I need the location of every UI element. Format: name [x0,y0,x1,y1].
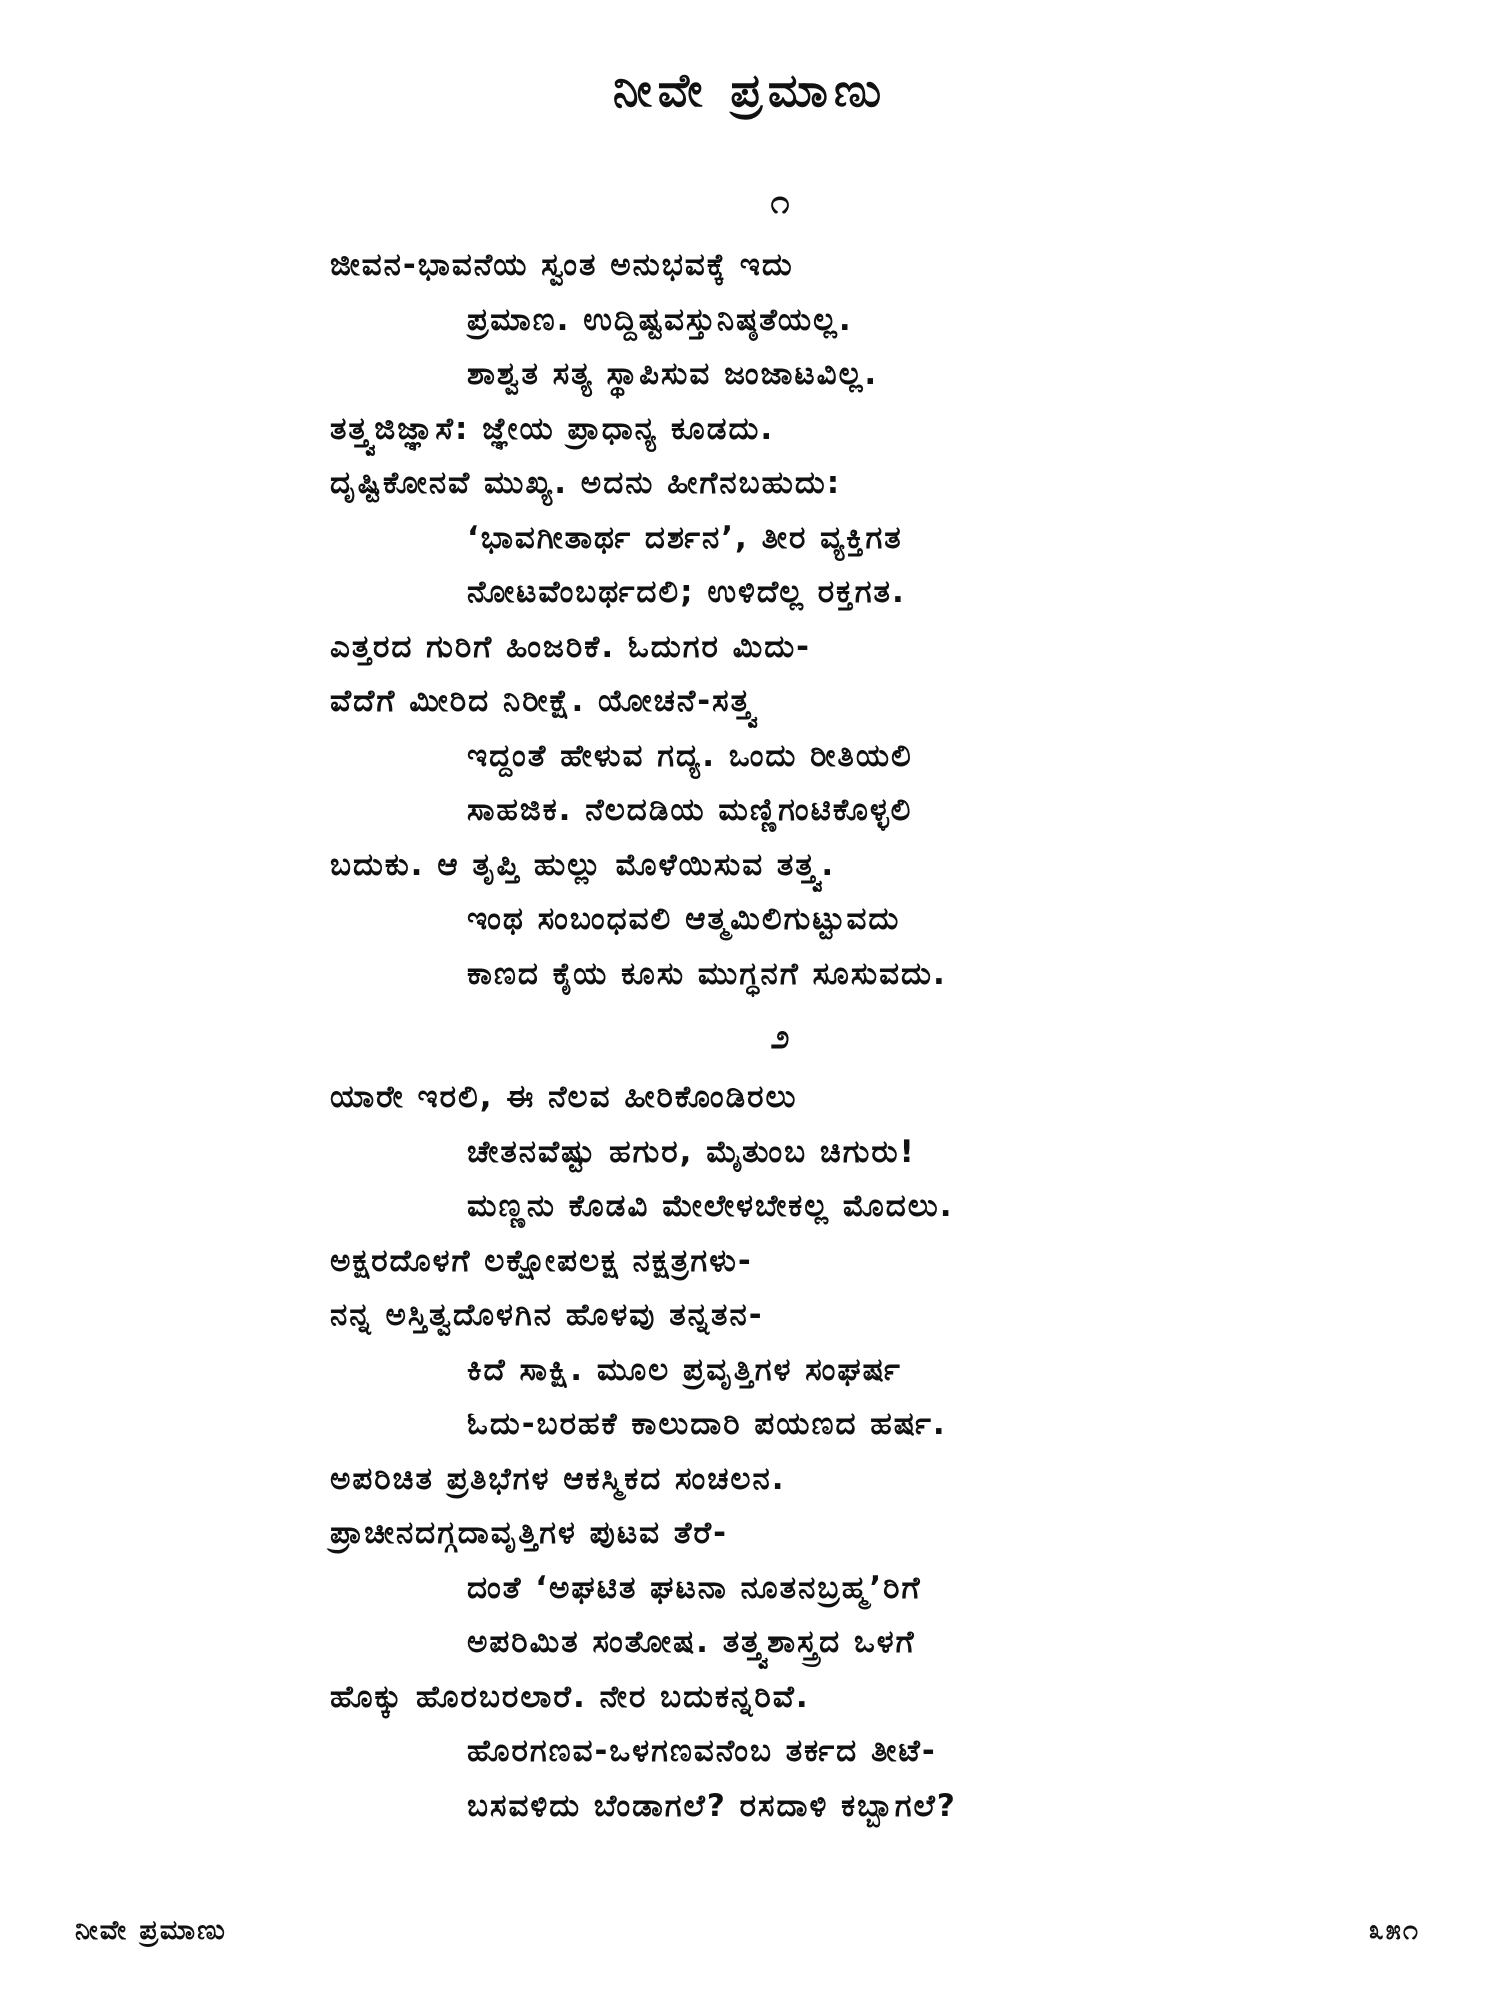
poem-line: ಕಿದೆ ಸಾಕ್ಷಿ. ಮೂಲ ಪ್ರವೃತ್ತಿಗಳ ಸಂಘರ್ಷ [467,1351,902,1388]
poem-line: ಶಾಶ್ವತ ಸತ್ಯ ಸ್ಥಾಪಿಸುವ ಜಂಜಾಟವಿಲ್ಲ. [467,356,879,392]
page-title: ನೀವೇ ಪ್ರಮಾಣು [612,63,888,117]
poem-line: ದಂತೆ ‘ಅಘಟಿತ ಘಟನಾ ನೂತನಬ್ರಹ್ಮ’ರಿಗೆ [467,1569,922,1606]
stanza-1 [330,238,1340,1001]
footer-running-title: ನೀವೇ ಪ್ರಮಾಣು [75,1915,227,1946]
poem-line: ಬಸವಳಿದು ಬೆಂಡಾಗಲೆ? ರಸದಾಳಿ ಕಬ್ಬಾಗಲೆ? [467,1787,957,1824]
stanza-2 [330,1070,1340,1833]
poem-line: ಮಣ್ಣನು ಕೊಡವಿ ಮೇಲೇಳಬೇಕಲ್ಲ ಮೊದಲು. [467,1188,954,1224]
poem-line: ಓದು-ಬರಹಕೆ ಕಾಲುದಾರಿ ಪಯಣದ ಹರ್ಷ. [467,1406,947,1442]
poem-line: ಸಾಹಜಿಕ. ನೆಲದಡಿಯ ಮಣ್ಣಿಗಂಟಿಕೊಳ್ಳಲಿ [467,792,913,828]
poem-line: ಪ್ರಮಾಣ. ಉದ್ದಿಷ್ಟವಸ್ತುನಿಷ್ಠತೆಯಲ್ಲ. [467,301,853,338]
poem-line: ಇಂಥ ಸಂಬಂಧವಲಿ ಆತ್ಮಮಿಲಿಗುಟ್ಟುವದು [467,901,901,937]
poem-line: ದೃಷ್ಟಿಕೋನವೆ ಮುಖ್ಯ. ಅದನು ಹೀಗೆನಬಹುದು: [330,465,842,501]
poem-line: ನನ್ನ ಅಸ್ತಿತ್ವದೊಳಗಿನ ಹೊಳವು ತನ್ನತನ- [330,1297,764,1333]
poem-line: ಇದ್ದಂತೆ ಹೇಳುವ ಗದ್ಯ. ಒಂದು ರೀತಿಯಲಿ [467,737,913,774]
poem-line: ಹೊಕ್ಕು ಹೊರಬರಲಾರೆ. ನೇರ ಬದುಕನ್ನರಿವೆ. [330,1678,810,1715]
poem-line: ಅಪರಿಚಿತ ಪ್ರತಿಭೆಗಳ ಆಕಸ್ಮಿಕದ ಸಂಚಲನ. [330,1460,786,1497]
section-number-1: ೧ [770,182,790,222]
poem-line: ಬದುಕು. ಆ ತೃಪ್ತಿ ಹುಲ್ಲು ಮೊಳೆಯಿಸುವ ತತ್ತ್ವ. [330,846,836,883]
poem-line: ಪ್ರಾಚೀನದಗ್ಗದಾವೃತ್ತಿಗಳ ಪುಟವ ತೆರೆ- [330,1515,729,1551]
poem-line: ತತ್ತ್ವಜಿಜ್ಞಾಸೆ: ಜ್ಞೇಯ ಪ್ರಾಧಾನ್ಯ ಕೂಡದು. [330,410,775,447]
poem-line: ವೆದೆಗೆ ಮೀರಿದ ನಿರೀಕ್ಷೆ. ಯೋಚನೆ-ಸತ್ತ್ವ [330,683,757,719]
poem-line: ನೋಟವೆಂಬರ್ಥದಲಿ; ಉಳಿದೆಲ್ಲ ರಕ್ತಗತ. [467,574,906,610]
poem-line: ಜೀವನ-ಭಾವನೆಯ ಸ್ವಂತ ಅನುಭವಕ್ಕೆ ಇದು [330,247,794,283]
poem-line: ಅಪರಿಮಿತ ಸಂತೋಷ. ತತ್ತ್ವಶಾಸ್ತ್ರದ ಒಳಗೆ [467,1624,916,1660]
poem-line: ಅಕ್ಷರದೊಳಗೆ ಲಕ್ಷೋಪಲಕ್ಷ ನಕ್ಷತ್ರಗಳು- [330,1242,753,1279]
poem-line: ಚೇತನವೆಷ್ಟು ಹಗುರ, ಮೈತುಂಬ ಚಿಗುರು! [467,1133,916,1170]
section-number-2: ೨ [770,1017,790,1057]
poem-line: ಎತ್ತರದ ಗುರಿಗೆ ಹಿಂಜರಿಕೆ. ಓದುಗರ ಮಿದು- [330,628,812,665]
poem-line: ಕಾಣದ ಕೈಯ ಕೂಸು ಮುಗ್ಧನಗೆ ಸೂಸುವದು. [467,955,947,992]
poem-line: ಯಾರೇ ಇರಲಿ, ಈ ನೆಲವ ಹೀರಿಕೊಂಡಿರಲು [330,1079,798,1115]
footer-page-number: ೩೫೧ [1368,1915,1420,1946]
poem-line: ಹೊರಗಣವ-ಒಳಗಣವನೆಂಬ ತರ್ಕದ ತೀಟೆ- [467,1733,937,1769]
poem-line: ‘ಭಾವಗೀತಾರ್ಥ ದರ್ಶನ’, ತೀರ ವ್ಯಕ್ತಿಗತ [467,519,903,556]
